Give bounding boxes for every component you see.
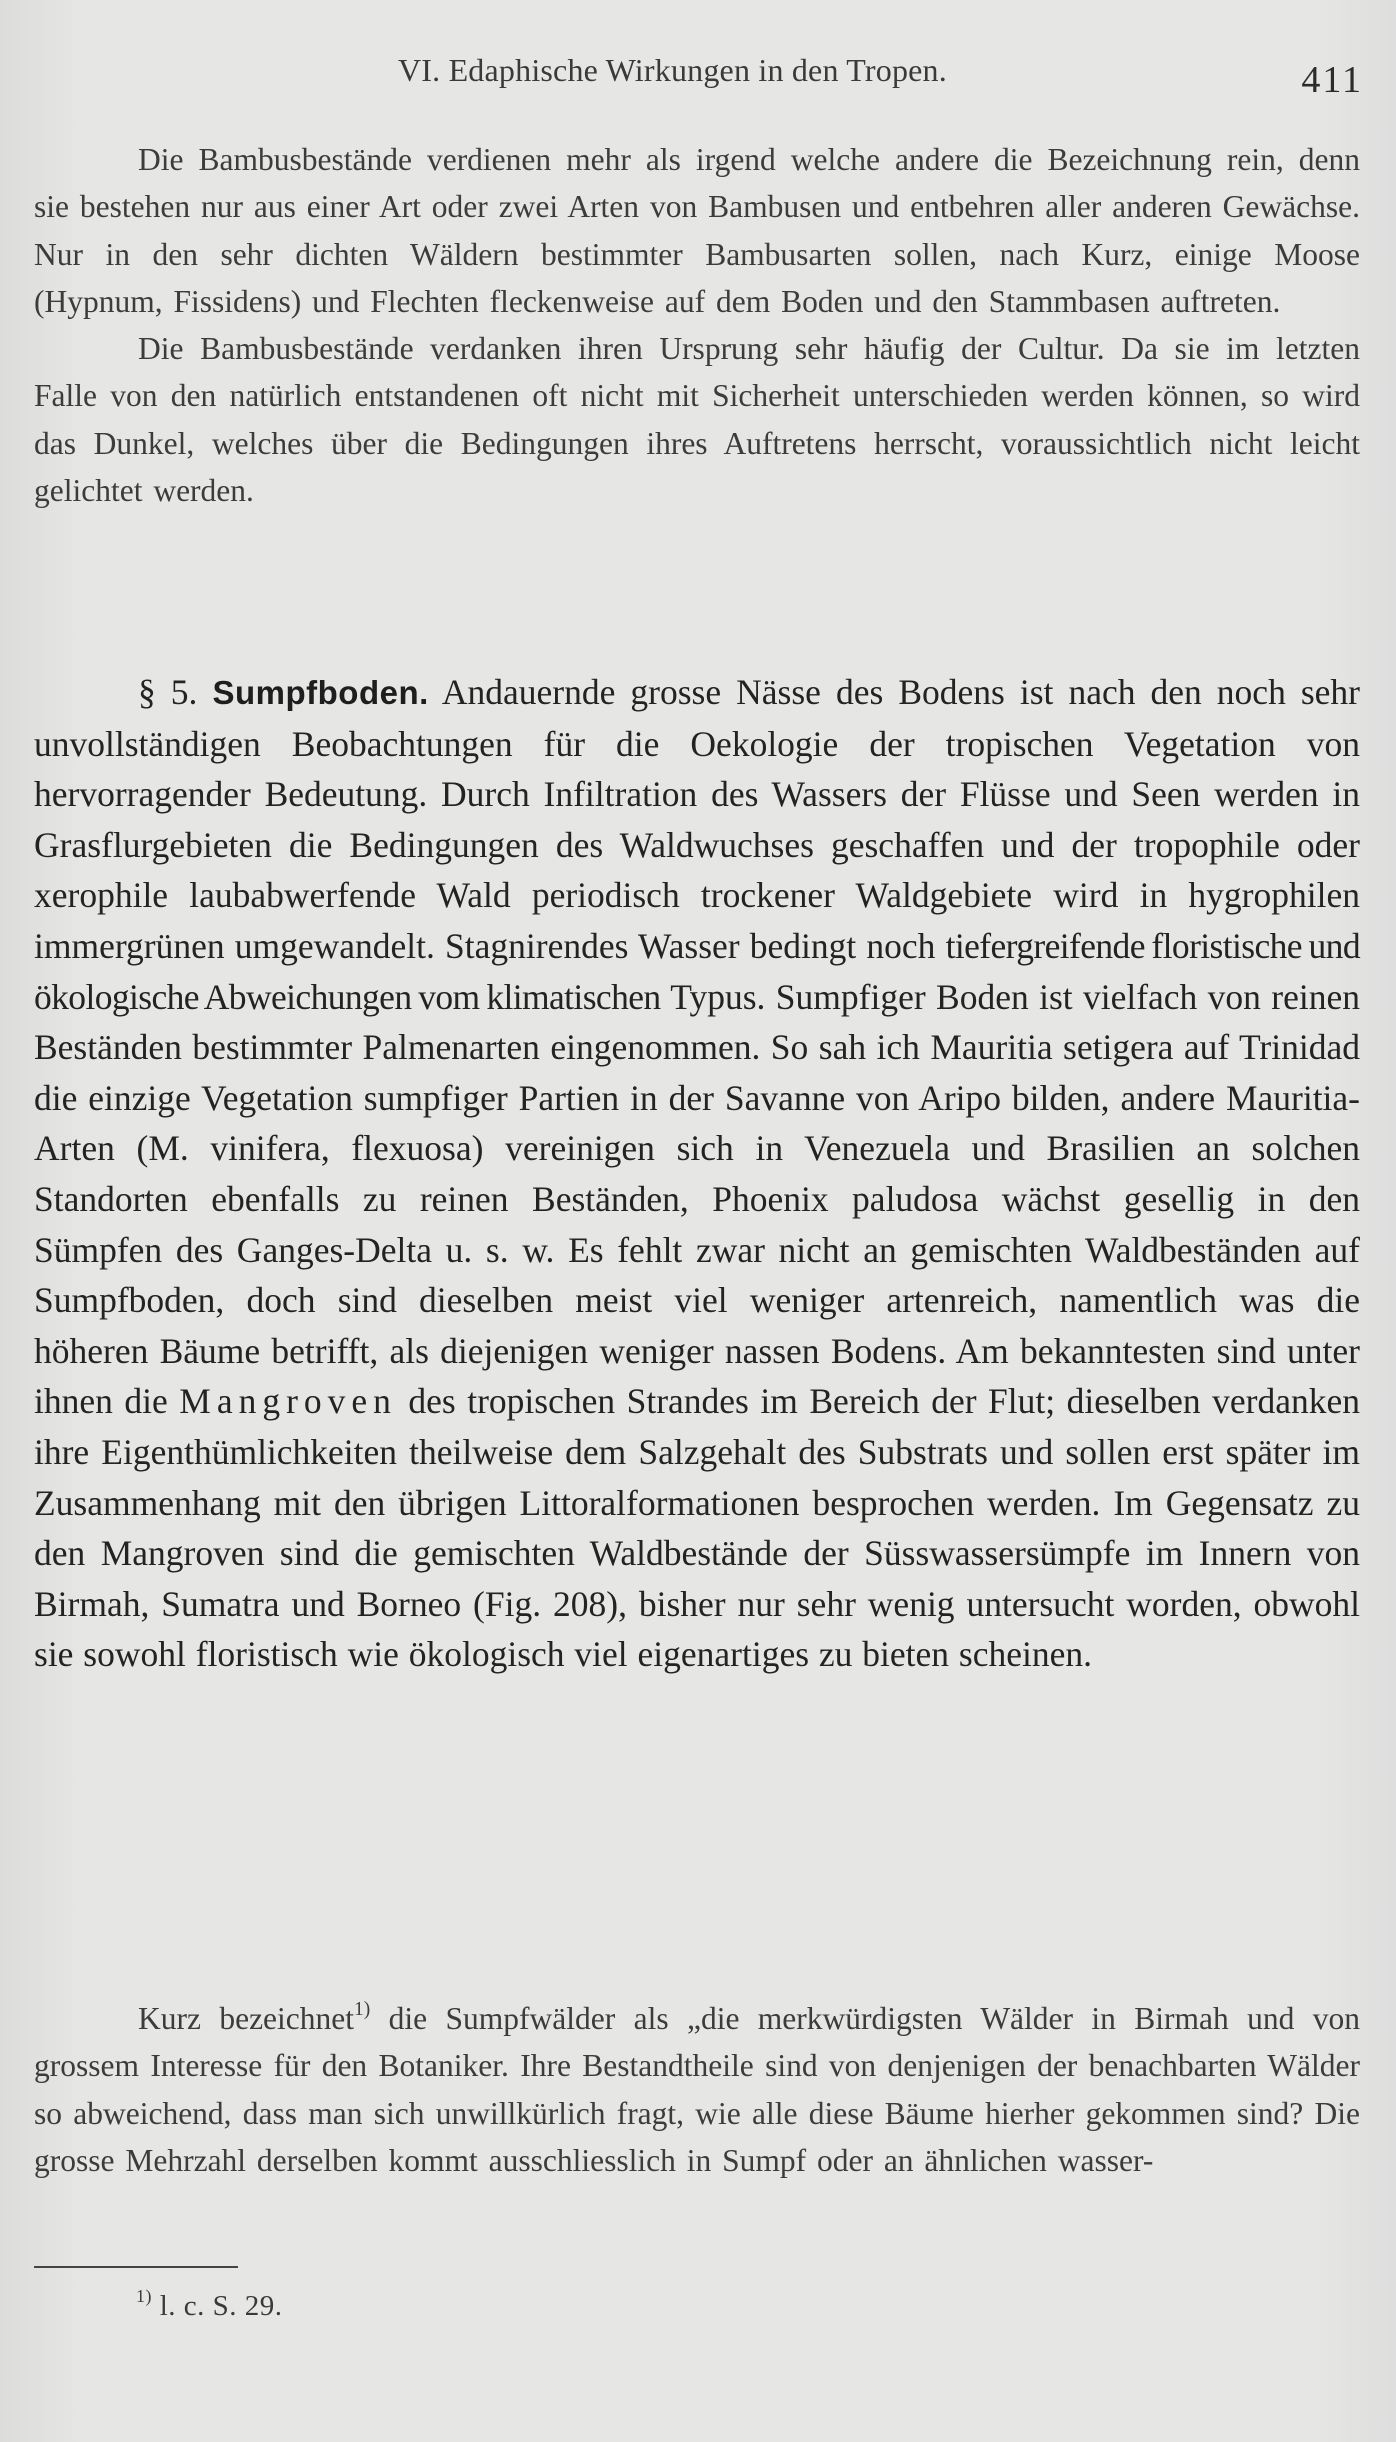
emphasis-mangroven: Mangroven xyxy=(179,1381,397,1422)
footnote-divider xyxy=(34,2266,238,2268)
kurz-section xyxy=(34,1995,1360,2184)
page-number: 411 xyxy=(1301,59,1363,101)
paragraph-bamboo-origin: Die Bambusbestände verdanken ihren Ursprung sehr häufig der Cultur. Da sie im letzten Falle von den natürlich entstandenen oft nicht mit Sicherheit unterschieden werden können, so wird das Dunkel, welches über die Bedingungen ihres Auftretens herrscht, voraussichtlich nicht leicht gelichtet werden. xyxy=(34,331,1360,509)
bamboo-section xyxy=(34,136,1360,514)
running-title: VI. Edaphische Wirkungen in den Tropen. xyxy=(398,52,947,88)
paragraph-sumpfboden xyxy=(34,667,1360,1680)
kurz-text-part1: Kurz bezeichnet xyxy=(138,2001,355,2036)
footnote-marker: 1) xyxy=(136,2285,152,2306)
paragraph-kurz-quote xyxy=(34,1995,1360,2184)
sumpfboden-text-part3: des tropischen Strandes im Bereich der Flut; dieselben verdanken ihre Eigenthümlichkeiten theilweise dem Salzgehalt des Substrats und sollen erst später im Zusammenhang mit den übrigen Littoralformationen besprochen werden. Im Gegensatz zu den Mangroven sind die gemischten Waldbestände der Süsswassersümpfe im Innern von Birmah, Sumatra und Borneo (Fig. 208), bisher nur sehr wenig untersucht worden, obwohl sie sowohl floristisch wie ökologisch viel eigenartiges zu bieten scheinen. xyxy=(34,1381,1360,1675)
sumpfboden-section xyxy=(34,667,1360,1680)
footnote-text: l. c. S. 29. xyxy=(159,2290,283,2322)
section-heading: Sumpfboden. xyxy=(212,674,429,711)
kurz-text-part2: die Sumpfwälder als „die merkwürdigsten Wälder in Birmah und von grossem Interesse für den Botaniker. Ihre Bestandtheile sind von denjenigen der benachbarten Wälder so abweichend, dass man sich unwillkürlich fragt, wie alle diese Bäume hierher gekommen sind? Die grosse Mehrzahl derselben kommt ausschliesslich in Sumpf oder an ähnlichen wasser- xyxy=(34,2001,1360,2178)
footnote-reference: 1) xyxy=(354,1998,371,2020)
footnote xyxy=(136,2285,283,2323)
sumpfboden-text-condensed: tiefergreifende floristische und ökologische Abweichungen vom klimatischen xyxy=(34,925,1360,1017)
sumpfboden-text-part2: Typus. Sumpfiger Boden ist vielfach von reinen Beständen bestimmter Palmenarten eingenommen. So sah ich Mauritia setigera auf Trinidad die einzige Vegetation sumpfiger Partien in der Savanne von Aripo bilden, andere Mauritia-Arten (M. vinifera, flexuosa) vereinigen sich in Venezuela und Brasilien an solchen Standorten ebenfalls zu reinen Beständen, Phoenix paludosa wächst gesellig in den Sümpfen des Ganges-Delta u. s. w. Es fehlt zwar nicht an gemischten Waldbeständen auf Sumpfboden, doch sind dieselben meist viel weniger artenreich, namentlich was die höheren Bäume betrifft, als diejenigen weniger nassen Bodens. Am bekanntesten sind unter ihnen die xyxy=(34,976,1360,1422)
sumpfboden-text-part1: Andauernde grosse Nässe des Bodens ist nach den noch sehr unvollständigen Beobachtungen für die Oekologie der tropischen Vegetation von hervorragender Bedeutung. Durch Infiltration des Wassers der Flüsse und Seen werden in Grasflurgebieten die Bedingungen des Waldwuchses geschaffen und der tropophile oder xerophile laubabwerfende Wald periodisch trockener Waldgebiete wird in hygrophilen immergrünen umgewandelt. Stagnirendes Wasser bedingt noch xyxy=(34,672,1361,966)
section-number: § 5. xyxy=(138,672,198,712)
running-header xyxy=(0,52,1396,102)
paragraph-bamboo-purity: Die Bambusbestände verdienen mehr als irgend welche andere die Bezeichnung rein, denn sie bestehen nur aus einer Art oder zwei Arten von Bambusen und entbehren aller anderen Gewächse. Nur in den sehr dichten Wäldern bestimmter Bambusarten sollen, nach Kurz, einige Moose (Hypnum, Fissidens) und Flechten fleckenweise auf dem Boden und den Stammbasen auftreten. xyxy=(34,142,1360,319)
